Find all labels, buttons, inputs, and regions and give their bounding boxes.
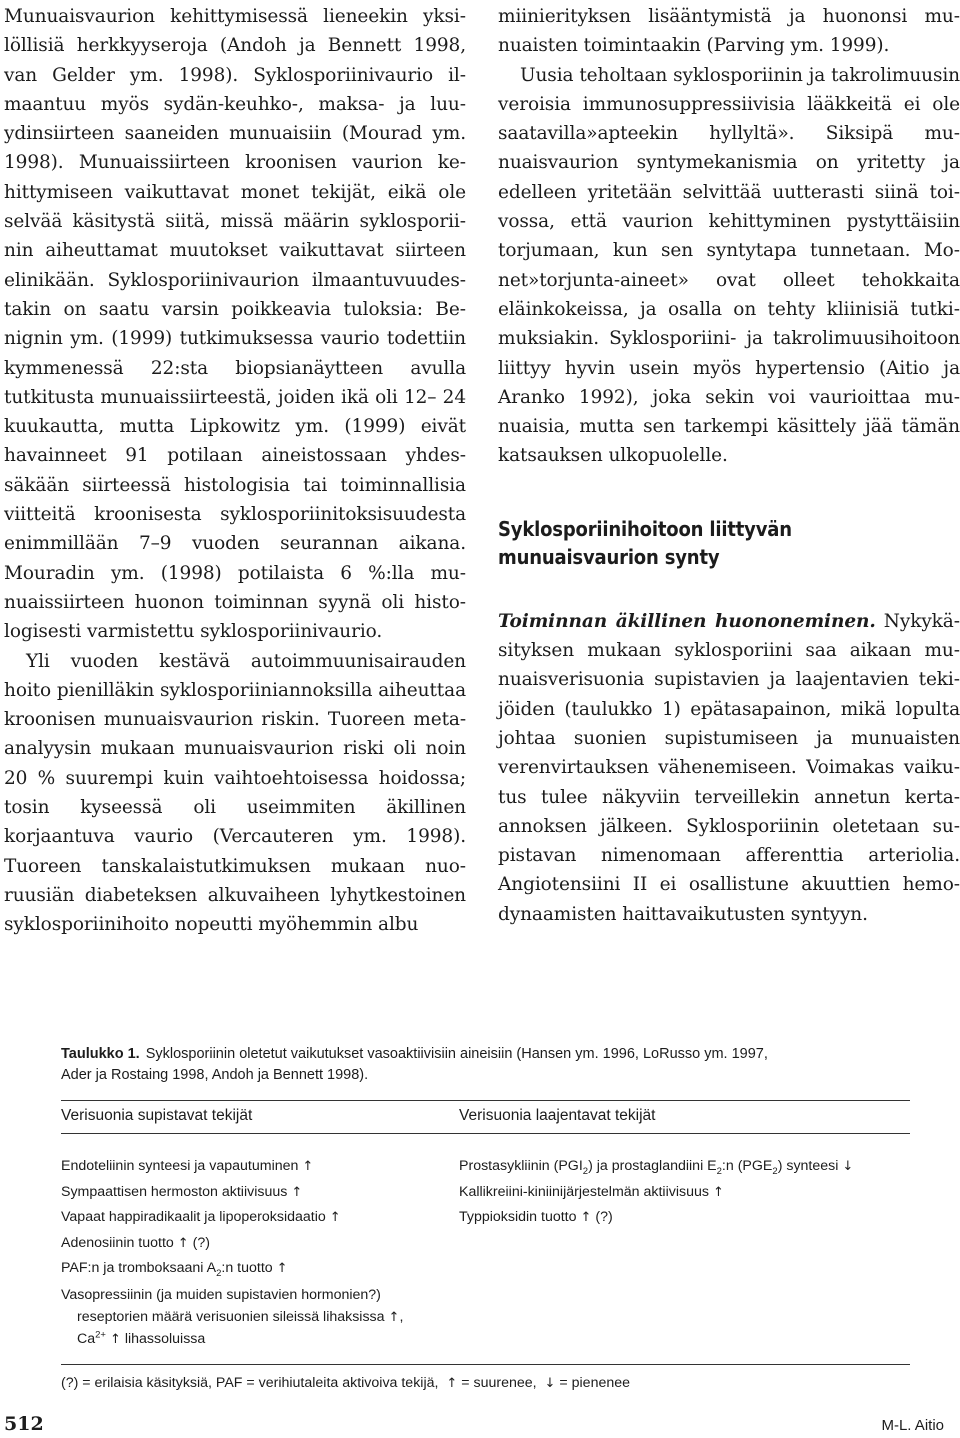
constrictor-column: [61, 1154, 459, 1350]
table-1: [61, 1044, 910, 1391]
arrow-up-icon: ↑: [302, 1159, 314, 1174]
table-body: [61, 1134, 910, 1350]
section-heading-line-1: Syklosporiinihoitoon liittyvän: [498, 516, 792, 541]
right-text-column: [498, 2, 960, 929]
arrow-up-icon: ↑: [177, 1235, 189, 1251]
table-row: Typpioksidin tuotto ↑ (?): [459, 1209, 613, 1225]
table-row: Sympaattisen hermoston aktiivisuus ↑: [61, 1183, 303, 1200]
right-paragraph-2: Uusia teholtaan syklosporiinin ja takrolimuusin veroisia immunosuppressiivisia lääkkeitä ei ole saatavilla»apteekin hyllyltä». Siksipä munuaisvaurion syntymekanismia on yritetty ja edelleen yritetään selvittää uutterasti siinä toivossa, että vaurion kehittyminen pystyttäisiin torjumaan, kun sen syntytapa tunnetaan. Monet»torjunta-aineet» ovat olleet tehokkaita eläinkokeissa, ja osalla on tehty kliinisiä tutkimuksiakin. Syklosporiini- ja takrolimuusihoitoon liittyy hyvin usein myös hypertensio (Aitio ja Aranko 1992), joka sekin voi vaurioittaa munuaisia, mutta sen tarkempi käsittely jää tämän katsauksen ulkopuolelle.: [498, 64, 960, 467]
arrow-up-icon: ↑: [446, 1375, 458, 1391]
run-in-heading: Toiminnan äkillinen huononeminen.: [498, 610, 876, 632]
arrow-down-icon: ↓: [544, 1375, 556, 1391]
arrow-up-icon: ↑: [291, 1184, 303, 1200]
table-caption: [61, 1044, 910, 1086]
arrow-down-icon: ↓: [842, 1159, 854, 1174]
table-header-left: Verisuonia supistavat tekijät: [61, 1107, 253, 1124]
arrow-up-icon: ↑: [580, 1210, 592, 1225]
arrow-up-icon: ↑: [276, 1261, 288, 1276]
table-row: Adenosiinin tuotto ↑ (?): [61, 1234, 210, 1251]
table-caption-label: Taulukko 1.: [61, 1046, 140, 1062]
table-row: Prostasykliinin $(PGI_2)$ ja prostaglandiini $E_2:n$ $(PGE_2)$ synteesi ↓: [459, 1158, 854, 1177]
table-footnote: (?) = erilaisia käsityksiä, PAF = verihiutaleita aktivoiva tekijä, ↑ = suurenee, ↓ = pienenee: [61, 1374, 631, 1391]
right-paragraph-1: miinierityksen lisääntymistä ja huononsi munuaisten toimintaakin (Parving ym. 1999).: [498, 6, 960, 57]
table-caption-line-2: Ader ja Rostaing 1998, Andoh ja Bennett 1998).: [61, 1067, 369, 1083]
left-paragraph-1: Munuaisvaurion kehittymisessä lieneekin yksilöllisiä herkkyyseroja (Andoh ja Bennett 1998, van Gelder ym. 1998). Syklosporiinivaurio ilmaantuu myös sydän-keuhko-, maksa- ja luuydinsiirteen saaneiden munuaisiin (Mourad ym. 1998). Munuaissiirteen kroonisen vaurion kehittymiseen vaikuttavat monet tekijät, eikä ole selvää käsitystä siitä, missä määrin syklosporiinin aiheuttamat muutokset vaikuttavat siirteen elinikään. Syklosporiinivaurion ilmaantuvuudestakin on saatu varsin poikkeavia tuloksia: Benignin ym. (1999) tutkimuksessa vaurio todettiin kymmenessä 22:sta biopsianäytteen avulla tutkitusta munuaissiirteestä, joiden ikä oli 12– 24 kuukautta, mutta Lipkowitz ym. (1999) eivät havainneet 91 potilaan aineistossaan yhdessäkään siirteessä histologisia tai toiminnallisia viitteitä kroonisesta syklosporiinitoksisuudesta enimmillään 7–9 vuoden seurannan aikana. Mouradin ym. (1998) potilaista 6 %:lla munuaissiirteen huonon toiminnan syynä oli histologisesti varmistettu syklosporiinivaurio.: [4, 6, 466, 643]
table-row: $Ca^{2+}$ ↑ lihassoluissa: [77, 1328, 206, 1347]
arrow-up-icon: ↑: [712, 1184, 724, 1200]
arrow-up-icon: ↑: [329, 1210, 341, 1225]
left-paragraph-2: Yli vuoden kestävä autoimmuunisairauden hoito pienilläkin syklosporiiniannoksilla aiheuttaa kroonisen munuaisvaurion riskin. Tuoreen meta-analyysin mukaan munuaisvaurion riski oli noin 20 % suurempi kuin vaihtoehtoisessa hoidossa; tosin kyseessä oli useimmiten äkillinen korjaantuva vaurio (Vercauteren ym. 1998). Tuoreen tanskalaistutkimuksen mukaan nuoruusiän diabeteksen alkuvaiheen lyhytkestoinen syklosporiinihoito nopeutti myöhemmin albu: [4, 650, 466, 936]
table-row: Kallikreiini-kiniinijärjestelmän aktiivisuus ↑: [459, 1183, 724, 1200]
arrow-up-icon: ↑: [109, 1331, 121, 1347]
left-text-column: [4, 2, 466, 940]
table-row: Vasopressiinin (ja muiden supistavien hormonien?): [61, 1286, 381, 1303]
table-row: Endoteliinin synteesi ja vapautuminen ↑: [61, 1158, 314, 1174]
right-paragraph-3-text: Nykykäsityksen mukaan syklosporiini saa aikaan munuaisverisuonia supistavien ja laajentavien tekijöiden (taulukko 1) epätasapainon, mikä lopulta johtaa suonien supistumiseen ja munuaisten verenvirtauksen vähenemiseen. Voimakas vaikutus tulee näkyviin terveillekin annetun kertaannoksen jälkeen. Syklosporiinin oletetaan supistavan nimenomaan afferenttia arteriolia. Angiotensiini II ei osallistune akuuttien hemodynaamisten haittavaikutusten syntyyn.: [498, 610, 960, 925]
dilator-column: [459, 1154, 910, 1350]
table-header-right: Verisuonia laajentavat tekijät: [459, 1107, 656, 1124]
arrow-up-icon: ↑: [388, 1309, 400, 1325]
section-heading-line-2: munuaisvaurion synty: [498, 544, 720, 569]
page-number: 512: [4, 1413, 44, 1435]
table-caption-line-1: Syklosporiinin oletetut vaikutukset vasoaktiivisiin aineisiin (Hansen ym. 1996, LoRusso ym. 1997,: [145, 1046, 768, 1062]
table-row: reseptorien määrä verisuonien sileissä lihaksissa ↑,: [77, 1308, 404, 1325]
table-row: PAF:n ja tromboksaani $A_2:n$ tuotto ↑: [61, 1260, 288, 1279]
author-name: M-L. Aitio: [881, 1417, 944, 1434]
right-paragraph-3: [498, 607, 960, 929]
section-heading: [498, 515, 914, 571]
table-header: [61, 1101, 910, 1133]
table-row: Vapaat happiradikaalit ja lipoperoksidaatio ↑: [61, 1209, 341, 1225]
